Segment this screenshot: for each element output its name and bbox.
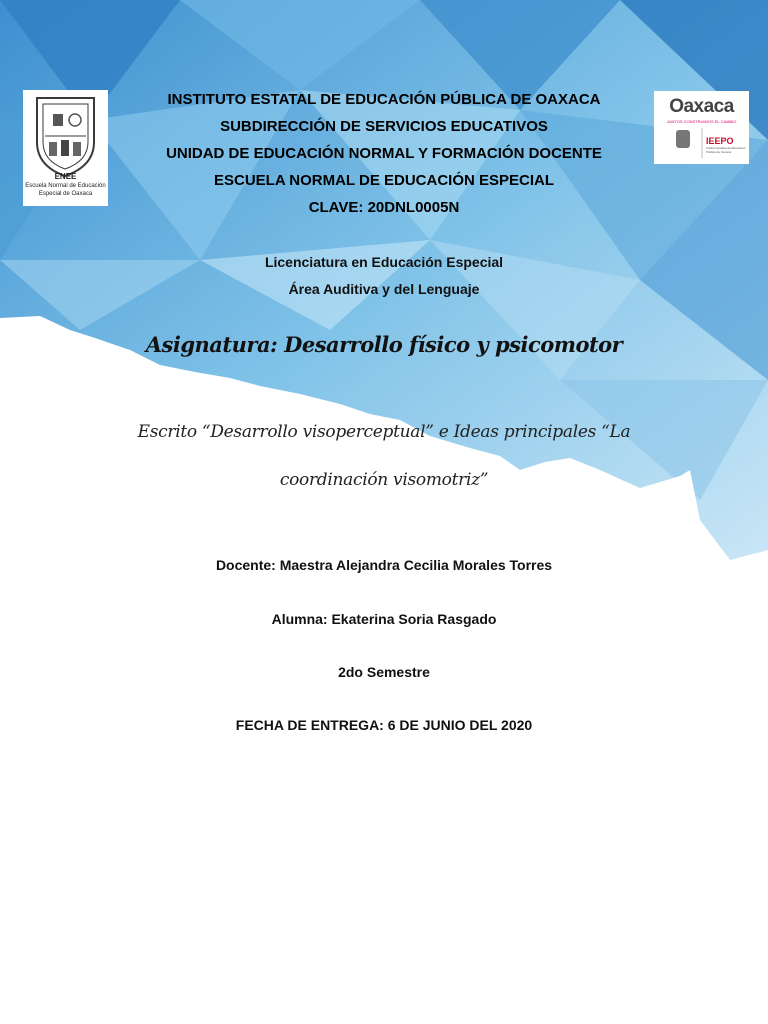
enee-caption-line2: Especial de Oaxaca [38,191,93,197]
header-line-3: UNIDAD DE EDUCACIÓN NORMAL Y FORMACIÓN DOCENTE [166,145,602,162]
subject-title: Asignatura: Desarrollo físico y psicomotor [145,332,623,357]
institution-header [120,90,648,225]
enee-acronym: ENEE [54,172,77,181]
assignment-title [100,408,668,504]
student-name: Alumna: Ekaterina Soria Rasgado [271,611,497,627]
program-area: Área Auditiva y del Lenguaje [288,281,480,297]
assignment-title-line-2: coordinación visomotriz” [279,470,489,490]
teacher-name: Docente: Maestra Alejandra Cecilia Morales Torres [215,557,553,573]
ieepo-label: IEEPO [706,136,734,146]
program-block [120,252,648,306]
program-degree: Licenciatura en Educación Especial [264,254,504,270]
oaxaca-brand: Oaxaca [669,96,734,117]
enee-logo [23,90,108,206]
ieepo-caption: Instituto Estatal de Educación Pública de Oaxaca [706,146,746,154]
assignment-title-line-1: Escrito “Desarrollo visoperceptual” e Ideas principales “La [137,422,631,442]
semester: 2do Semestre [338,664,430,680]
delivery-date: FECHA DE ENTREGA: 6 DE JUNIO DEL 2020 [235,717,533,733]
oaxaca-tagline: JUNTOS CONSTRUIMOS EL CAMBIO [666,119,737,124]
header-line-5: CLAVE: 20DNL0005N [308,199,460,216]
enee-caption-line1: Escuela Normal de Educación [25,183,106,189]
header-line-4: ESCUELA NORMAL DE EDUCACIÓN ESPECIAL [213,172,555,189]
oaxaca-ieepo-logo [654,91,749,164]
header-line-2: SUBDIRECCIÓN DE SERVICIOS EDUCATIVOS [220,118,548,135]
header-line-1: INSTITUTO ESTATAL DE EDUCACIÓN PÚBLICA DE OAXACA [167,91,601,108]
